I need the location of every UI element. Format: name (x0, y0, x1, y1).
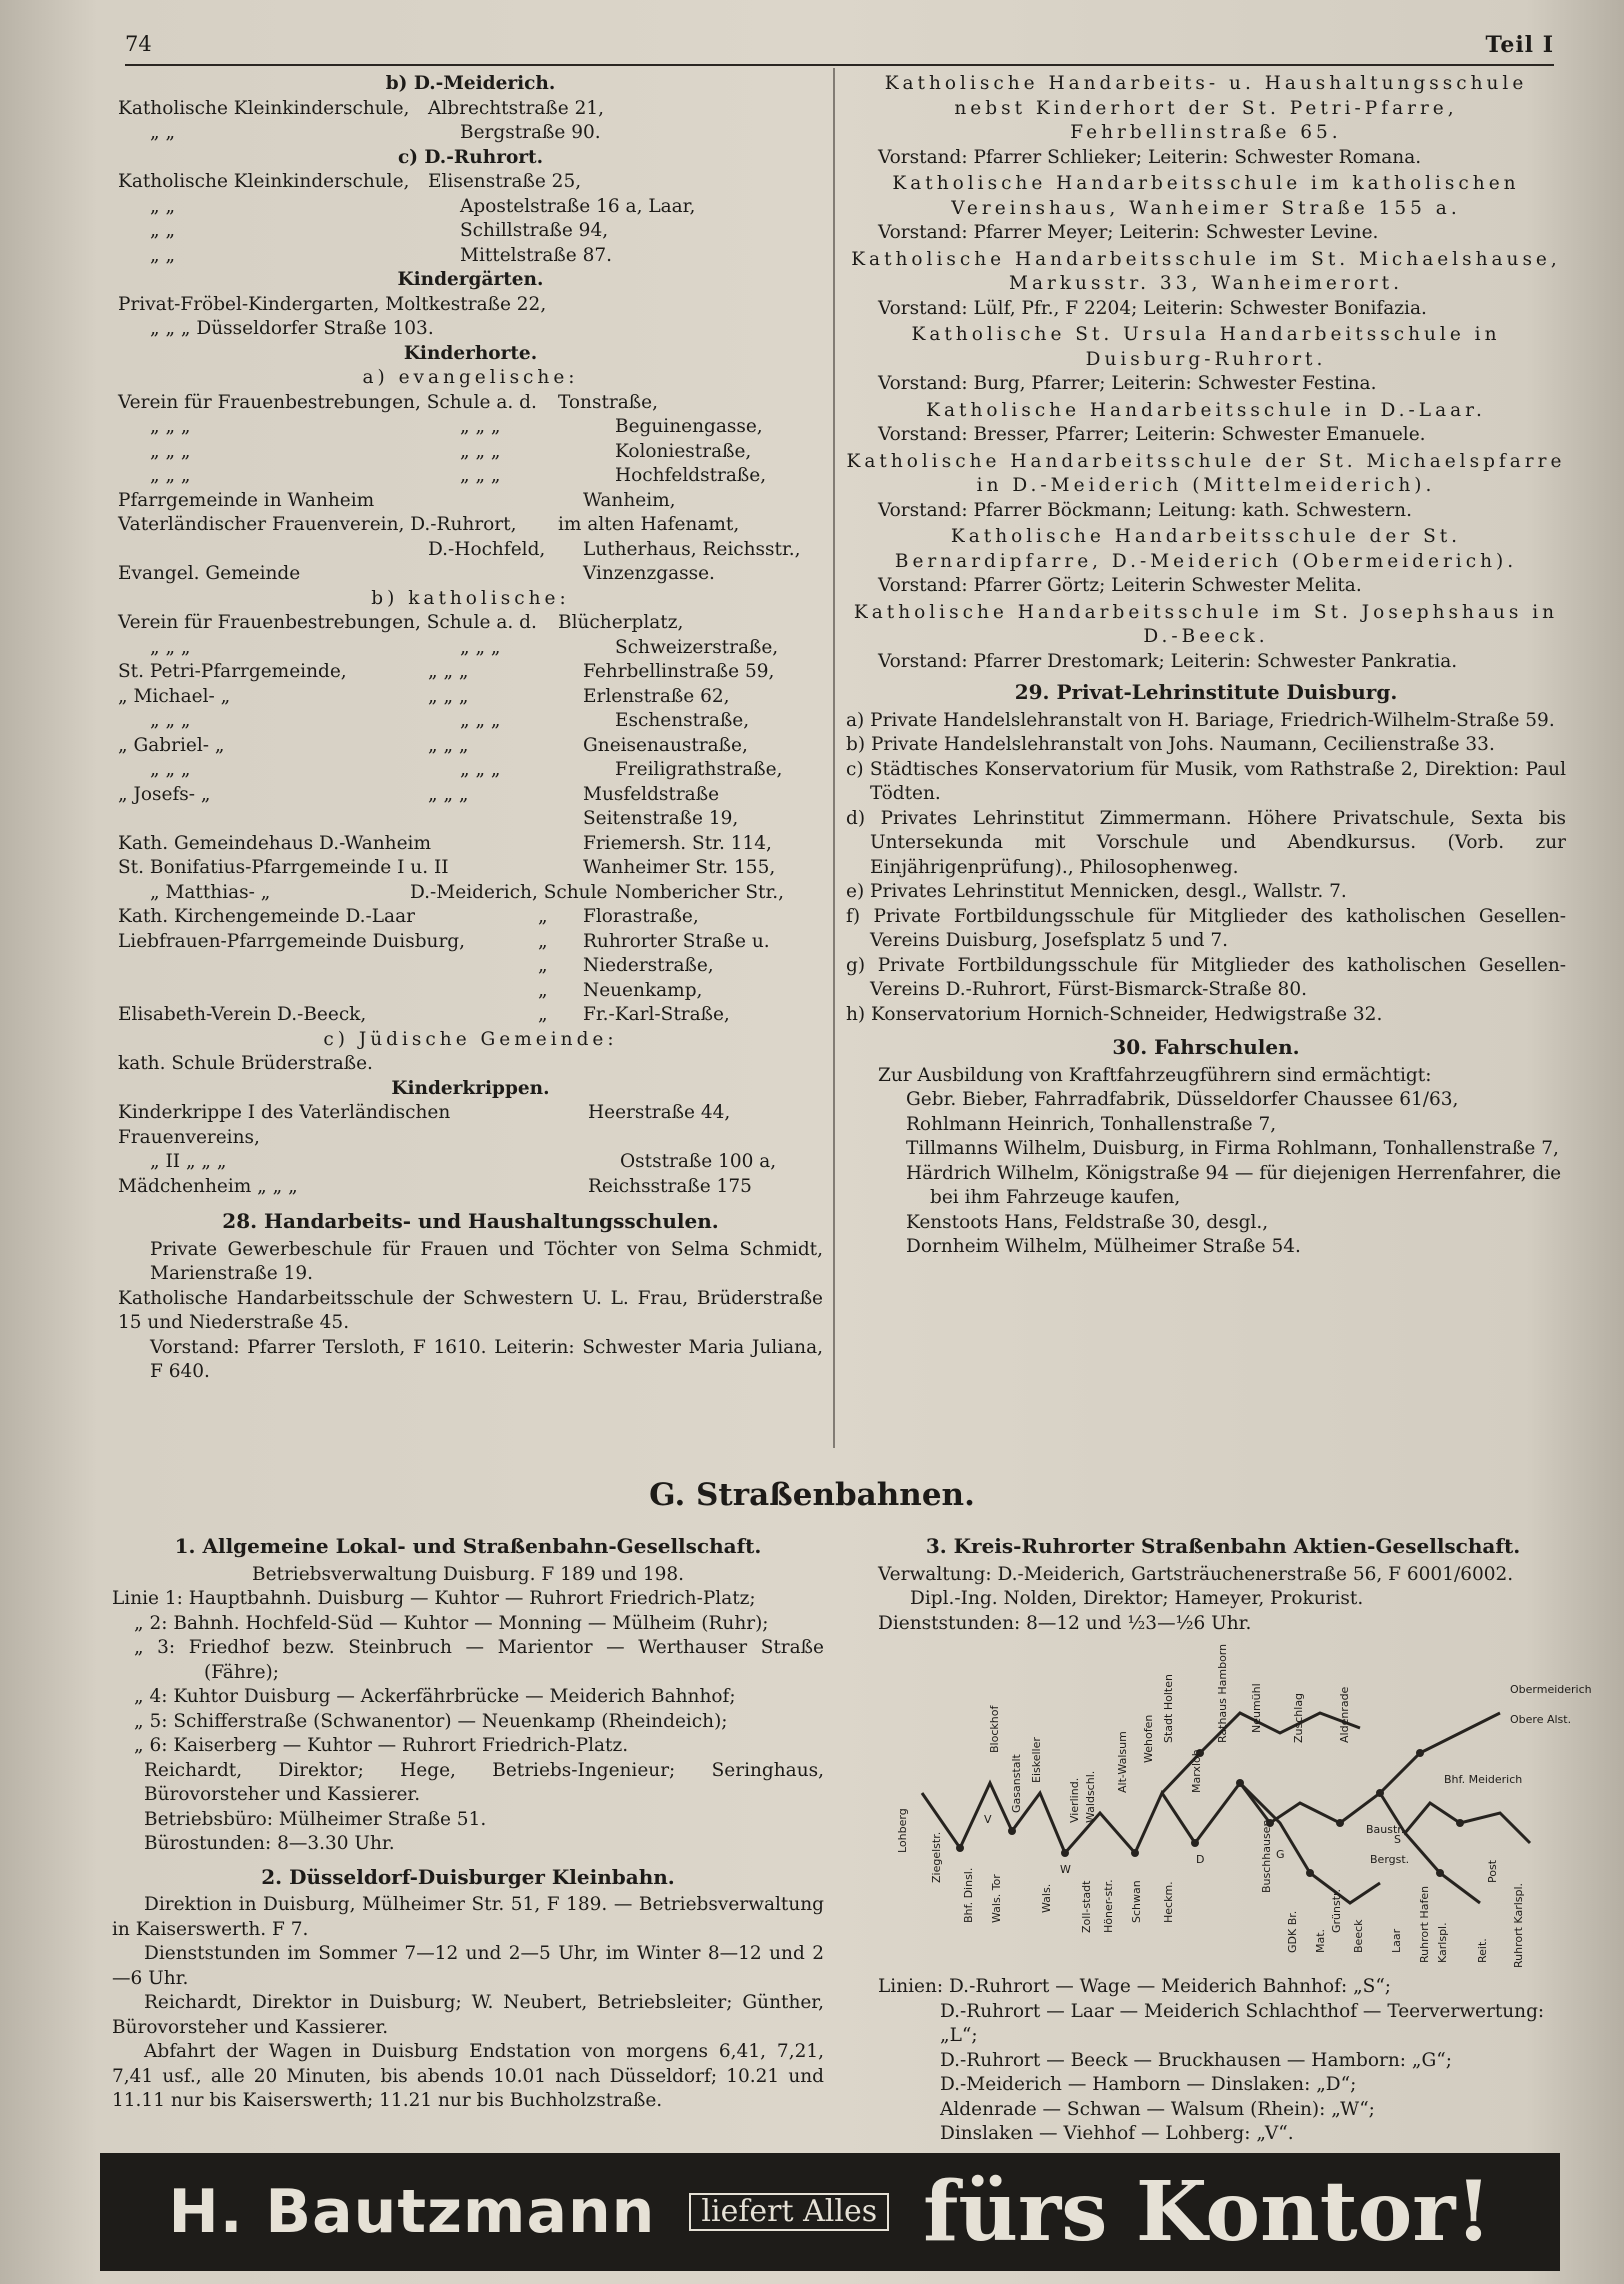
list-item: Evangel. Gemeinde Vinzenzgasse. (118, 563, 715, 584)
list-item: Härdrich Wilhelm, Königstraße 94 — für diejenigen Herrenfahrer, die bei ihm Fahrzeuge kaufen, (906, 1162, 1562, 1208)
list-item: „ „ Mittelstraße 87. (150, 244, 613, 266)
list-item: Privat-Fröbel-Kindergarten, Moltkestraße 22, (118, 293, 547, 315)
map-label: Wals. Tor (990, 1874, 1003, 1923)
paragraph: Direktion in Duisburg, Mülheimer Str. 51, F 189. — Betriebsverwaltung in Kaiserswerth. F 7. (112, 1894, 824, 1940)
list-item: Katholische Handarbeitsschule der St. Michaelspfarre in D.-Meiderich (Mittelmeiderich). Vorstand: Pfarrer Böckmann; Leitung: kath. Schwestern. (846, 450, 1566, 521)
list-item: Pfarrgemeinde in Wanheim Wanheim, (118, 489, 676, 511)
list-ruhrort (118, 170, 823, 268)
map-label: Heckm. (1162, 1881, 1175, 1923)
list-item: „ 6: Kaiserberg — Kuhtor — Ruhrort Friedrich-Platz. (134, 1735, 629, 1756)
list-item: h) Konservatorium Hornich-Schneider, Hedwigstraße 32. (846, 1003, 1383, 1025)
left-column (118, 72, 823, 1385)
station-dot (1456, 1819, 1464, 1827)
list-item: „ Josefs- „ „ „ „ Musfeldstraße (118, 783, 720, 805)
paragraph: Reichardt, Direktor in Duisburg; W. Neubert, Betriebsleiter; Günther, Bürovorsteher und Kassierer. (112, 1992, 824, 2038)
heading-company-2: 2. Düsseldorf-Duisburger Kleinbahn. (261, 1864, 675, 1889)
list-item: d) Privates Lehrinstitut Zimmermann. Höhere Privatschule, Sexta bis Untersekunda mit Vorschule und Abendkursus. (Vorb. zur Einjährigenprüfung)., Philosophenweg. (846, 807, 1566, 878)
tram-route-map (896, 1643, 1592, 1973)
ad-middle-text: liefert Alles (689, 2193, 889, 2231)
list-item: Linie 1: Hauptbahnh. Duisburg — Kuhtor — Ruhrort Friedrich-Platz; (112, 1588, 756, 1609)
list-item: Aldenrade — Schwan — Walsum (Rhein): „W“; (940, 2098, 1375, 2120)
list-item: „ „ „ „ „ „ Beguinengasse, (150, 416, 763, 437)
station-dot (1336, 1819, 1344, 1827)
list-linien (112, 1587, 824, 1759)
list-item: „ „ Bergstraße 90. (150, 122, 601, 143)
station-dot (1306, 1869, 1314, 1877)
map-label: Obermeiderich (1510, 1683, 1592, 1696)
map-label: Obere Alst. (1510, 1713, 1572, 1726)
list-item: Katholische Handarbeitsschule im katholischen Vereinshaus, Wanheimer Straße 155 a. Vorstand: Pfarrer Meyer; Leiterin: Schwester Levine. (878, 173, 1520, 243)
map-label: S (1394, 1833, 1401, 1846)
list-item: b) Private Handelslehranstalt von Johs. Naumann, Cecilienstraße 33. (846, 734, 1495, 755)
list-item: D.-Meiderich — Hamborn — Dinslaken: „D“; (940, 2074, 1357, 2095)
paragraph: Reichardt, Direktor; Hege, Betriebs-Ingenieur; Seringhaus, Bürovorsteher und Kassierer. (144, 1759, 824, 1805)
station-dot (1191, 1839, 1199, 1847)
map-label: Zuschlag (1292, 1692, 1305, 1743)
list-item: Linien: D.-Ruhrort — Wage — Meiderich Bahnhof: „S“; (878, 1976, 1392, 1997)
list-item: St. Bonifatius-Pfarrgemeinde I u. II Wanheimer Str. 155, (118, 857, 776, 878)
map-label: Ziegelstr. (930, 1831, 943, 1883)
ad-slogan: fürs Kontor! (923, 2164, 1492, 2260)
station-dot (1416, 1749, 1424, 1757)
map-label: Eiskeller (1030, 1737, 1043, 1783)
map-label: Reit. (1476, 1938, 1489, 1963)
list-item: D.-Ruhrort — Laar — Meiderich Schlachthof — Teerverwertung: „L“; (940, 2000, 1545, 2046)
map-label: Baustr. (1366, 1823, 1405, 1836)
map-label: Karlspl. (1436, 1922, 1449, 1963)
map-label: D (1196, 1853, 1205, 1866)
heading-section-30: 30. Fahrschulen. (1112, 1035, 1300, 1059)
map-label: Buschhausen (1260, 1819, 1273, 1893)
map-label: Grünstr. (1330, 1888, 1343, 1933)
page-number: 74 (125, 32, 152, 56)
map-label: Wehofen (1142, 1714, 1155, 1763)
list-item: Katholische St. Ursula Handarbeitsschule in Duisburg-Ruhrort. Vorstand: Burg, Pfarrer; Leiterin: Schwester Festina. (878, 324, 1501, 394)
paragraph: Vorstand: Pfarrer Tersloth, F 1610. Leiterin: Schwester Maria Juliana, F 640. (150, 1336, 823, 1382)
list-item: „ Michael- „ „ „ „ Erlenstraße 62, (118, 685, 730, 707)
list-item: „ „ „ „ „ „ Hochfeldstraße, (150, 465, 767, 486)
list-item: „ „ „ „ „ „ Freiligrathstraße, (150, 759, 783, 780)
list-item: Kath. Kirchengemeinde D.-Laar „ Florastraße, (118, 906, 699, 927)
map-label: Beeck (1352, 1919, 1365, 1953)
list-item: Kath. Gemeindehaus D.-Wanheim Friemersh. Str. 114, (118, 832, 772, 854)
map-label: G (1276, 1848, 1285, 1861)
map-label: Neumühl (1250, 1683, 1263, 1733)
strassenbahn-right-column (878, 1530, 1568, 1636)
list-katholisch (118, 611, 823, 1028)
map-label: Höner-str. (1102, 1879, 1115, 1933)
heading-kinderhorte: Kinderhorte. (403, 342, 538, 364)
map-label: Waldschl. (1084, 1770, 1097, 1823)
heading-section-29: 29. Privat-Lehrinstitute Duisburg. (1014, 680, 1398, 704)
paragraph: Betriebsbüro: Mülheimer Straße 51. (144, 1808, 487, 1830)
station-dot (1376, 1789, 1384, 1797)
paragraph: Abfahrt der Wagen in Duisburg Endstation von morgens 6,41, 7,21, 7,41 usf., alle 20 Minuten, bis abends 10.01 nach Düsseldorf; 10.21 und 11.11 nur bis Kaiserswerth; 11.21 nur bis Buchholzstraße. (112, 2041, 824, 2111)
list-item: Katholische Handarbeitsschule im St. Michaelshause, Markusstr. 33, Wanheimerort. Vorstand: Lülf, Pfr., F 2204; Leiterin: Schwester Bonifazia. (851, 248, 1561, 319)
list-item: D.-Ruhrort — Beeck — Bruckhausen — Hamborn: „G“; (940, 2049, 1452, 2071)
map-label: Vierlind. (1068, 1777, 1081, 1823)
paragraph: Dipl.-Ing. Nolden, Direktor; Hameyer, Prokurist. (910, 1588, 1364, 1609)
list-item: Tillmanns Wilhelm, Duisburg, in Firma Rohlmann, Tonhallenstraße 7, (906, 1138, 1559, 1159)
list-item: „ 5: Schifferstraße (Schwanentor) — Neuenkamp (Rheindeich); (134, 1710, 728, 1732)
list-item: „ Gabriel- „ „ „ „ Gneisenaustraße, (118, 734, 748, 756)
list-item: Katholische Handarbeitsschule im St. Josephshaus in D.-Beeck. Vorstand: Pfarrer Drestomark; Leiterin: Schwester Pankratia. (853, 601, 1559, 672)
map-label: Alt-Walsum (1116, 1731, 1129, 1793)
list-item: „ 4: Kuhtor Duisburg — Ackerfährbrücke — Meiderich Bahnhof; (134, 1686, 736, 1707)
list-item: Dinslaken — Viehhof — Lohberg: „V“. (940, 2123, 1294, 2144)
right-column (846, 72, 1566, 1260)
list-item: „ „ „ Düsseldorfer Straße 103. (150, 318, 434, 339)
list-item: Katholische Kleinkinderschule, Albrechtstraße 21, (118, 97, 605, 119)
paragraph: Verwaltung: D.-Meiderich, Gartsträuchenerstraße 56, F 6001/6002. (878, 1563, 1514, 1585)
heading-meiderich: b) D.-Meiderich. (385, 73, 556, 94)
list-item: „ Neuenkamp, (538, 979, 703, 1001)
list-item: g) Private Fortbildungsschule für Mitglieder des katholischen Gesellen-Vereins D.-Ruhrort, Fürst-Bismarck-Straße 80. (846, 954, 1566, 1000)
map-label: Ruhrort Hafen (1418, 1885, 1431, 1963)
heading-section-g: G. Straßenbahnen. (649, 1477, 975, 1513)
list-item: Gebr. Bieber, Fahrradfabrik, Düsseldorfer Chaussee 61/63, (906, 1089, 1459, 1110)
list-meiderich (118, 97, 823, 146)
paragraph: Katholische Handarbeitsschule der Schwestern U. L. Frau, Brüderstraße 15 und Niederstraße 45. (118, 1287, 823, 1333)
map-label: Wals. (1040, 1883, 1053, 1913)
list-item: Verein für Frauenbestrebungen, Schule a. d. Tonstraße, (118, 391, 658, 413)
list-item: Liebfrauen-Pfarrgemeinde Duisburg, „ Ruhrorter Straße u. (118, 930, 770, 952)
heading-kindergaerten: Kindergärten. (397, 269, 544, 290)
heading-juedisch: c) Jüdische Gemeinde: (323, 1028, 618, 1050)
list-item: „ 3: Friedhof bezw. Steinbruch — Marientor — Werthauser Straße (Fähre); (134, 1637, 824, 1683)
linien-legend (878, 1975, 1568, 2147)
list-item: Dornheim Wilhelm, Mülheimer Straße 54. (906, 1236, 1301, 1257)
paragraph: Dienststunden im Sommer 7—12 und 2—5 Uhr, im Winter 8—12 und 2—6 Uhr. (112, 1943, 824, 1989)
list-item: a) Private Handelslehranstalt von H. Bariage, Friedrich-Wilhelm-Straße 59. (846, 709, 1555, 731)
list-lehrinstitute (846, 709, 1566, 1028)
list-item: c) Städtisches Konservatorium für Musik, vom Rathstraße 2, Direktion: Paul Tödten. (846, 758, 1566, 804)
map-label: Schwan (1130, 1880, 1143, 1923)
map-label: Mat. (1314, 1928, 1327, 1953)
list-item: Vaterländischer Frauenverein, D.-Ruhrort, im alten Hafenamt, (118, 514, 740, 535)
list-item: kath. Schule Brüderstraße. (118, 1053, 373, 1074)
list-item: Katholische Handarbeitsschule der St. Bernardipfarre, D.-Meiderich (Obermeiderich). Vorstand: Pfarrer Görtz; Leiterin Schwester Melita. (878, 526, 1518, 596)
map-label: Bergst. (1370, 1853, 1410, 1866)
list-item: Katholische Handarbeits- u. Haushaltungsschule nebst Kinderhort der St. Petri-Pfarre, Fehrbellinstraße 65. Vorstand: Pfarrer Schlieker; Leiterin: Schwester Romana. (878, 73, 1528, 168)
column-divider (833, 68, 835, 1448)
map-label: V (984, 1813, 992, 1826)
list-item: e) Privates Lehrinstitut Mennicken, desgl., Wallstr. 7. (846, 881, 1347, 902)
list-handarbeitsschulen (846, 72, 1566, 674)
list-kinderkrippen (118, 1101, 823, 1199)
heading-evangelisch: a) evangelische: (362, 367, 579, 388)
list-item: D.-Hochfeld, Lutherhaus, Reichsstr., (428, 538, 801, 560)
list-item: St. Petri-Pfarrgemeinde, „ „ „ Fehrbellinstraße 59, (118, 661, 775, 682)
station-dot (1061, 1849, 1069, 1857)
heading-company-3: 3. Kreis-Ruhrorter Straßenbahn Aktien-Gesellschaft. (925, 1534, 1521, 1558)
strassenbahn-left-column (112, 1530, 824, 2114)
map-label: Aldenrade (1338, 1686, 1351, 1743)
paragraph: Dienststunden: 8—12 und ½3—½6 Uhr. (878, 1612, 1252, 1634)
list-item: „ „ „ „ „ „ Schweizerstraße, (150, 636, 779, 658)
list-fahrschulen (846, 1088, 1566, 1260)
list-item: „ „ Schillstraße 94, (150, 220, 609, 241)
map-label: Stadt Holten (1162, 1674, 1175, 1743)
list-item: Katholische Handarbeitsschule in D.-Laar. Vorstand: Bresser, Pfarrer; Leiterin: Schwester Emanuele. (878, 399, 1486, 445)
list-item: „ „ „ „ „ „ Eschenstraße, (150, 710, 750, 731)
list-item: Mädchenheim „ „ „ Reichsstraße 175 (118, 1175, 752, 1197)
list-item: „ „ Apostelstraße 16 a, Laar, (150, 195, 696, 217)
paragraph: Zur Ausbildung von Kraftfahrzeugführern sind ermächtigt: (878, 1064, 1432, 1086)
map-label: Zoll-stadt (1080, 1880, 1093, 1933)
list-item: „ Niederstraße, (538, 955, 714, 976)
list-item: „ Matthias- „ D.-Meiderich, Schule Nombericher Str., (150, 881, 785, 903)
list-item: „ II „ „ „ Oststraße 100 a, (150, 1151, 777, 1172)
advertisement-banner (100, 2153, 1560, 2271)
section-label: Teil I (1485, 32, 1554, 58)
paragraph: Bürostunden: 8—3.30 Uhr. (144, 1833, 395, 1854)
list-item: Rohlmann Heinrich, Tonhallenstraße 7, (906, 1113, 1277, 1135)
map-label: GDK Br. (1286, 1910, 1299, 1953)
map-label: Post (1486, 1859, 1499, 1883)
map-label: Marxloh (1190, 1749, 1203, 1793)
heading-kinderkrippen: Kinderkrippen. (391, 1077, 550, 1099)
station-dot (1008, 1827, 1016, 1835)
list-item: Kinderkrippe I des Vaterländischen Frauenvereins, Heerstraße 44, (118, 1102, 731, 1148)
list-item: Katholische Kleinkinderschule, Elisenstraße 25, (118, 171, 582, 192)
map-label: W (1060, 1863, 1071, 1876)
paragraph: Betriebsverwaltung Duisburg. F 189 und 198. (251, 1563, 685, 1585)
map-label: Gasanstalt (1010, 1754, 1023, 1813)
list-item: „ „ „ „ „ „ Koloniestraße, (150, 440, 752, 462)
map-label: Bhf. Meiderich (1444, 1773, 1523, 1786)
heading-section-28: 28. Handarbeits- und Haushaltungsschulen. (222, 1209, 719, 1233)
list-item: Elisabeth-Verein D.-Beeck, „ Fr.-Karl-Straße, (118, 1004, 730, 1025)
list-item: f) Private Fortbildungsschule für Mitglieder des katholischen Gesellen-Vereins Duisburg, Josefsplatz 5 und 7. (846, 905, 1566, 951)
heading-company-1: 1. Allgemeine Lokal- und Straßenbahn-Gesellschaft. (174, 1534, 762, 1558)
station-dot (1131, 1849, 1139, 1857)
list-evangelisch (118, 391, 823, 587)
list-item: Kenstoots Hans, Feldstraße 30, desgl., (906, 1211, 1269, 1233)
heading-ruhrort: c) D.-Ruhrort. (397, 146, 544, 168)
map-label: Laar (1390, 1928, 1403, 1953)
station-dot (956, 1844, 964, 1852)
list-item: „ 2: Bahnh. Hochfeld-Süd — Kuhtor — Monning — Mülheim (Ruhr); (134, 1612, 769, 1634)
heading-katholisch: b) katholische: (371, 587, 570, 609)
list-item: Seitenstraße 19, (583, 808, 739, 829)
station-dot (1436, 1869, 1444, 1877)
map-label: Rathaus Hamborn (1216, 1643, 1229, 1743)
list-item: Verein für Frauenbestrebungen, Schule a. d. Blücherplatz, (118, 612, 684, 633)
page-header (125, 30, 1554, 66)
paragraph: Private Gewerbeschule für Frauen und Töchter von Selma Schmidt, Marienstraße 19. (150, 1238, 823, 1284)
map-label: Blockhof (988, 1705, 1001, 1753)
map-label: Bhf. Dinsl. (962, 1867, 975, 1923)
ad-company-name: H. Bautzmann (168, 2177, 656, 2247)
map-label: Ruhrort Karlspl. (1512, 1882, 1525, 1968)
station-dot (1236, 1779, 1244, 1787)
map-label: Lohberg (896, 1808, 909, 1853)
